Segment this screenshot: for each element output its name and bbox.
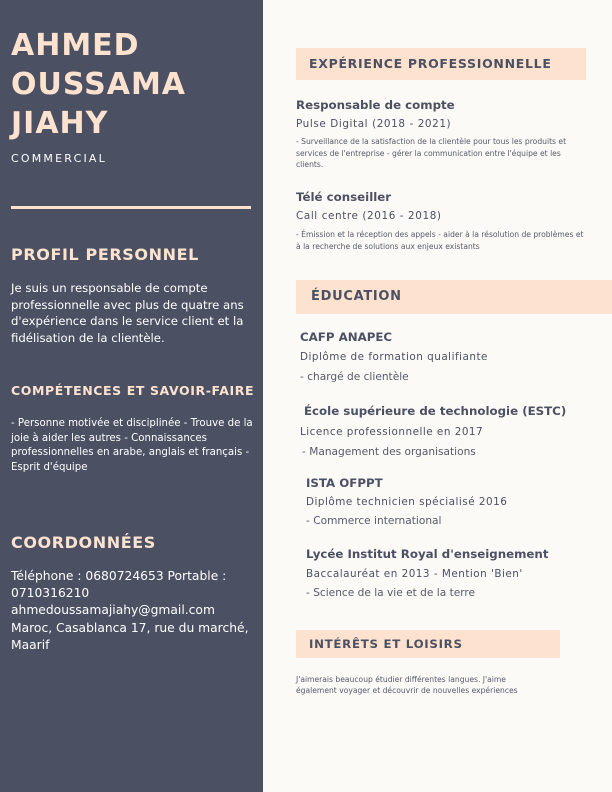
- education-degree: Licence professionnelle en 2017: [300, 426, 484, 438]
- sidebar-divider: [11, 206, 251, 209]
- contact-phone: Téléphone : 0680724653 Portable : 0710316210: [11, 569, 227, 601]
- contact-address: Maroc, Casablanca 17, rue du marché, Maarif: [11, 620, 249, 652]
- contact-email[interactable]: ahmedoussamajiahy@gmail.com: [11, 603, 215, 618]
- education-school: Lycée Institut Royal d'enseignement: [306, 547, 549, 561]
- contact-heading: COORDONNÉES: [11, 533, 156, 552]
- education-field: - Management des organisations: [302, 446, 476, 458]
- skills-heading: COMPÉTENCES ET SAVOIR-FAIRE: [11, 383, 255, 398]
- education-heading-band: [296, 280, 612, 314]
- education-degree: Diplôme de formation qualifiante: [300, 351, 488, 363]
- experience-heading-band: [296, 48, 586, 80]
- education-heading: ÉDUCATION: [311, 289, 402, 304]
- job-title: Télé conseiller: [296, 190, 392, 204]
- education-degree: Baccalauréat en 2013 - Mention 'Bien': [306, 568, 523, 580]
- experience-heading: EXPÉRIENCE PROFESSIONNELLE: [309, 56, 552, 71]
- skills-text: - Personne motivée et disciplinée - Trouve de la joie à aider les autres - Connaissances professionnelles en arabe, anglais et français - Esprit d'équipe: [11, 418, 253, 473]
- job-title: Responsable de compte: [296, 98, 455, 112]
- name-line-middle: OUSSAMA: [11, 67, 187, 102]
- name-line-first: AHMED: [11, 28, 140, 63]
- profile-text: Je suis un responsable de compte professionnelle avec plus de quatre ans d'expérience dans le service client et la fidélisation de la clientèle.: [11, 281, 244, 345]
- job-company: Call centre (2016 - 2018): [296, 210, 442, 222]
- education-school: CAFP ANAPEC: [300, 330, 393, 344]
- candidate-name: [11, 26, 256, 143]
- job-company: Pulse Digital (2018 - 2021): [296, 118, 452, 130]
- education-field: - Commerce international: [306, 515, 442, 527]
- education-school: École supérieure de technologie (ESTC): [304, 404, 567, 418]
- interests-text: J'aimerais beaucoup étudier différentes langues. J'aime également voyager et découvrir de nouvelles expériences: [296, 675, 518, 696]
- education-school: ISTA OFPPT: [306, 476, 383, 490]
- job-role: COMMERCIAL: [11, 152, 107, 165]
- contact-block: [11, 568, 256, 654]
- education-field: - Science de la vie et de la terre: [306, 587, 476, 599]
- interests-heading: INTÉRÊTS ET LOISIRS: [309, 637, 463, 651]
- education-field: - chargé de clientèle: [300, 371, 409, 383]
- profile-heading: PROFIL PERSONNEL: [11, 245, 199, 264]
- job-description: - Émission et la réception des appels - aider à la résolution de problèmes et à la recherche de solutions aux enjeux existants: [296, 230, 584, 251]
- name-line-last: JIAHY: [11, 106, 109, 141]
- education-degree: Diplôme technicien spécialisé 2016: [306, 496, 508, 508]
- job-description: - Surveillance de la satisfaction de la clientèle pour tous les produits et services de l'entreprise - gérer la communication entre l'équipe et les clients.: [296, 137, 567, 170]
- interests-heading-band: [296, 630, 560, 658]
